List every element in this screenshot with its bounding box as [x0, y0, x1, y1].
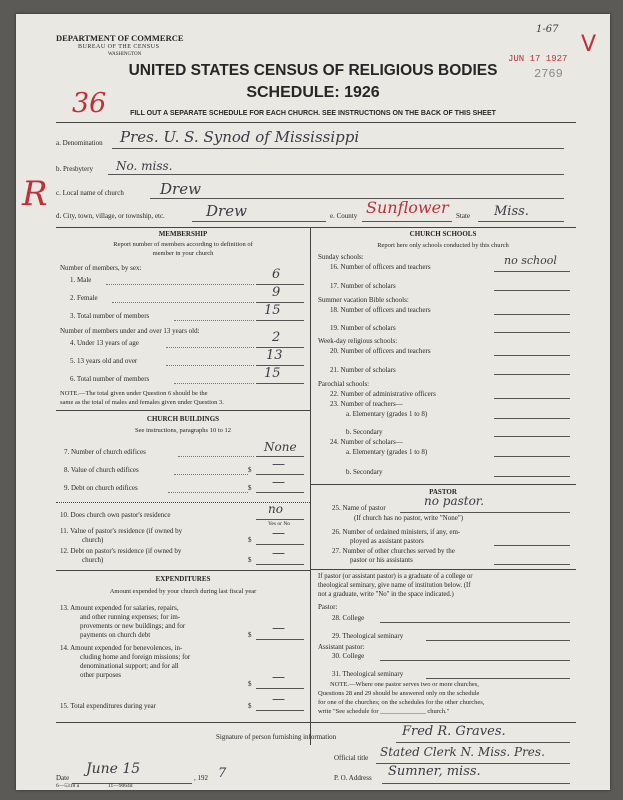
po-address-field[interactable]	[382, 783, 570, 784]
q27-field[interactable]	[494, 564, 570, 565]
q24a-label: a. Elementary (grades 1 to 8)	[346, 448, 428, 456]
age-intro-label: Number of members under and over 13 years old:	[60, 327, 200, 335]
q24b-field[interactable]	[494, 476, 570, 477]
year-prefix: , 192	[194, 774, 208, 782]
q25-value: no pastor.	[424, 494, 485, 508]
q8-value: —	[272, 457, 285, 472]
q24a-field[interactable]	[494, 456, 570, 457]
signature-value: Fred R. Graves.	[402, 724, 506, 739]
pastor-note-2: Questions 28 and 29 should be answered only on the schedule	[318, 690, 480, 697]
city-town-label: d. City, town, village, or township, etc.	[56, 212, 165, 220]
q28-label: 28. College	[332, 614, 365, 622]
city-label: WASHINGTON	[108, 52, 142, 57]
local-name-field[interactable]	[150, 198, 564, 199]
vacation-schools-label: Summer vacation Bible schools:	[318, 296, 409, 304]
q22-label: 22. Number of administrative officers	[330, 390, 436, 398]
state-field[interactable]	[478, 221, 564, 222]
q9-label: 9. Debt on church edifices	[64, 484, 138, 492]
pastor-note-4: write "See schedule for ______________ church."	[318, 708, 450, 715]
sunday-schools-label: Sunday schools:	[318, 253, 364, 261]
q1-label: 1. Male	[70, 276, 92, 284]
q13-label-2: and other running expenses; for im-	[80, 613, 181, 621]
q10-field[interactable]	[256, 519, 304, 520]
q11-label-1: 11. Value of pastor's residence (if owned by	[60, 527, 183, 535]
q23a-label: a. Elementary (grades 1 to 8)	[346, 410, 428, 418]
q10-value: no	[268, 502, 283, 516]
assistant-pastor-subheading: Assistant pastor:	[318, 643, 365, 651]
graduate-instruction-3: not a graduate, write "No" in the space indicated.)	[318, 591, 454, 598]
membership-intro-2: member in your church	[152, 250, 214, 257]
q11-label-2: church)	[82, 536, 104, 544]
received-date-stamp: JUN 17 1927	[508, 54, 568, 64]
membership-intro-1: Report number of members according to definition of	[113, 241, 253, 248]
q11-field[interactable]	[256, 544, 304, 545]
q28-field[interactable]	[380, 622, 570, 623]
denomination-field[interactable]	[112, 148, 564, 149]
q23b-label: b. Secondary	[346, 428, 383, 436]
q9-value: —	[272, 475, 285, 490]
q26-label-1: 26. Number of ordained ministers, if any, em-	[332, 528, 461, 536]
q13-label-1: 13. Amount expended for salaries, repairs,	[60, 604, 179, 612]
year-digit-value: 7	[218, 766, 227, 781]
q26-label-2: ployed as assistant pastors	[350, 537, 424, 545]
section-top-rule	[56, 227, 576, 228]
q24-label: 24. Number of scholars—	[330, 438, 403, 446]
pastor-heading: PASTOR	[429, 488, 457, 496]
q3-label: 3. Total number of members	[70, 312, 150, 320]
q26-field[interactable]	[494, 545, 570, 546]
city-town-value: Drew	[206, 202, 247, 220]
serial-number-stamp: 2769	[534, 67, 563, 81]
q13-value: —	[272, 621, 285, 636]
membership-heading: MEMBERSHIP	[158, 230, 208, 238]
official-title-label: Official title	[334, 754, 369, 762]
date-label: Date	[56, 774, 70, 782]
q13-label-4: payments on church debt	[80, 631, 151, 639]
q14-label-4: other purposes	[80, 671, 122, 679]
yes-or-no-hint: Yes or No	[268, 521, 291, 527]
state-value: Miss.	[494, 204, 529, 219]
red-margin-mark: R	[22, 174, 48, 214]
buildings-heading: CHURCH BUILDINGS	[146, 415, 220, 423]
q14-label-2: cluding home and foreign missions; for	[80, 653, 191, 661]
q23b-field[interactable]	[494, 436, 570, 437]
membership-note-1: NOTE.—The total given under Question 6 should be the	[60, 390, 208, 397]
form-number: 6—5318 a	[56, 783, 80, 789]
q24b-label: b. Secondary	[346, 468, 383, 476]
q12-field[interactable]	[256, 564, 304, 565]
department-label: DEPARTMENT OF COMMERCE	[56, 33, 184, 43]
q17-field[interactable]	[494, 290, 570, 291]
q16-field[interactable]	[494, 271, 570, 272]
red-handwritten-number: 36	[72, 88, 107, 119]
members-by-sex-label: Number of members, by sex:	[60, 264, 142, 272]
state-label: State	[456, 212, 470, 220]
q23-label: 23. Number of teachers—	[330, 400, 403, 408]
header-rule	[56, 122, 576, 123]
pastor-subheading: Pastor:	[318, 603, 338, 611]
presbytery-value: No. miss.	[116, 159, 173, 173]
q19-field[interactable]	[494, 332, 570, 333]
county-field[interactable]	[362, 221, 452, 222]
q20-field[interactable]	[494, 355, 570, 356]
q14-field[interactable]	[256, 688, 304, 689]
q10-label: 10. Does church own pastor's residence	[60, 511, 171, 519]
county-value: Sunflower	[366, 198, 449, 217]
presbytery-label: b. Presbytery	[56, 165, 93, 173]
graduate-instruction-2: theological seminary, give name of institution below. (If	[318, 582, 471, 589]
q2-value: 9	[272, 285, 281, 300]
q13-field[interactable]	[256, 639, 304, 640]
q16-label: 16. Number of officers and teachers	[330, 263, 431, 271]
q11-value: —	[272, 526, 285, 541]
q12-label-2: church)	[82, 556, 104, 564]
q16-value: no school	[504, 254, 557, 267]
q25-label: 25. Name of pastor	[332, 504, 386, 512]
q4-value: 2	[272, 330, 281, 345]
q20-label: 20. Number of officers and teachers	[330, 347, 431, 355]
q12-label-1: 12. Debt on pastor's residence (if owned by	[60, 547, 182, 555]
q25-note: (If church has no pastor, write "None")	[354, 514, 464, 522]
q7-label: 7. Number of church edifices	[64, 448, 146, 456]
date-value: June 15	[86, 761, 141, 777]
q4-label: 4. Under 13 years of age	[70, 339, 139, 347]
pastor-note-1: NOTE.—Where one pastor serves two or more churches,	[330, 681, 479, 688]
q17-label: 17. Number of scholars	[330, 282, 396, 290]
official-title-value: Stated Clerk N. Miss. Pres.	[380, 745, 545, 759]
q31-field[interactable]	[426, 678, 570, 679]
q29-field[interactable]	[426, 640, 570, 641]
q9-field[interactable]	[256, 492, 304, 493]
print-number: 11—9064d	[108, 783, 133, 789]
corner-note: 1-67	[536, 24, 559, 35]
denomination-label: a. Denomination	[56, 139, 103, 147]
q14-value: —	[272, 670, 285, 685]
county-label: e. County	[330, 212, 358, 220]
local-name-label: c. Local name of church	[56, 189, 124, 197]
q8-label: 8. Value of church edifices	[64, 466, 139, 474]
q1-value: 6	[272, 267, 281, 282]
schedule-title: SCHEDULE: 1926	[246, 84, 380, 101]
q15-field[interactable]	[256, 710, 304, 711]
q27-label-1: 27. Number of other churches served by the	[332, 547, 455, 555]
q23a-field[interactable]	[494, 418, 570, 419]
q30-field[interactable]	[380, 660, 570, 661]
membership-note-2: same as the total of males and females given under Question 3.	[60, 399, 224, 406]
expenditures-subheading: Amount expended by your church during last fiscal year	[109, 588, 257, 595]
bureau-label: BUREAU OF THE CENSUS	[78, 44, 160, 50]
q13-label-3: provements or new buildings; and for	[80, 622, 186, 630]
q5-value: 13	[266, 348, 283, 363]
q29-label: 29. Theological seminary	[332, 632, 404, 640]
q21-field[interactable]	[494, 374, 570, 375]
q2-label: 2. Female	[70, 294, 98, 302]
q25-field[interactable]	[400, 512, 570, 513]
buildings-subheading: See instructions, paragraphs 10 to 12	[134, 427, 232, 434]
q30-label: 30. College	[332, 652, 365, 660]
q6-value: 15	[264, 366, 281, 381]
census-form-sheet: DEPARTMENT OF COMMERCE BUREAU OF THE CENSUS WASHINGTON 1-67 V JUN 17 1927 2769 UNITED STATES CENSUS OF RELIGIOUS BODIES SCHEDULE: 1926 36 FILL OUT A SEPARATE SCHEDULE FOR EACH CHURCH. SEE INSTRUCTIONS ON THE BACK OF THIS SHEET a. Denomination Pres. U. S. Synod of Mississippi b. Presbytery No. miss. c. Local name of church Drew R d. City, town, village, or township, etc. Drew e. County Sunflower State Miss. MEMBERSHIP Report number of members according to definition of member in your church Number of members, by sex: 1. Male 6 2. Female 9 3. Total number of members 15 Number of members under and over 13 years old: 4. Under 13 years of age 2 5. 13 years old and over 13 6. Total number of members 15 NOTE.—The total given under Question 6 should be the same as the total of males and females given under Question 3. CHURCH BUILDINGS See instructions, paragraphs 10 to 12 7. Number of church edifices None 8. Value of church edifices $ — 9. Debt on church edifices $ — 10. Does church own pastor's residence no Yes or No 11. Value of pastor's residence (if owned by church) $ — 12. Debt on pastor's residence (if owned by church) $ — EXPENDITURES Amount expended by your church during last fiscal year 13. Amount expended for salaries, repairs, and other running expenses; for im- provements or new buildings; and for payments on church debt $ — 14. Amount expended for benevolences, in- cluding home and foreign missions; for denominational support; and for all other purposes $ — 15. Total expenditures during year $ — CHURCH SCHOOLS Report here only schools conducted by this church Sunday schools: 16. Number of officers and teachers no school 17. Number of scholars Summer vacation Bible schools: 18. Number of officers and teachers 19. Number of scholars Week-day religious schools: 20. Number of officers and teachers 21. Number of scholars Parochial schools: 22. Number of administrative officers 23. Number of teachers— a. Elementary (grades 1 to 8) b. Secondary 24. Number of scholars— a. Elementary (grades 1 to 8) b. Secondary PASTOR 25. Name of pastor no pastor. (If church has no pastor, write "None") 26. Number of ordained ministers, if any, em- ployed as assistant pastors 27. Number of other churches served by the pastor or his assistants If pastor (or assistant pastor) is a graduate of a college or theological seminary, give name of institution below. (If not a graduate, write "No" in the space indicated.) Pastor: 28. College 29. Theological seminary Assistant pastor: 30. College 31. Theological seminary NOTE.—Where one pastor serves two or more churches, Questions 28 and 29 should be answered only on the schedule for one of the churches; on the schedules for the other churches, write "See schedule for ______________ church." Signature of person furnishing information Fred R. Graves. Official title Stated Clerk N. Miss. Pres. Date June 15 , 192 7 P. O. Address Sumner, miss. 6—5318 a 11—9064d	[16, 14, 610, 790]
footer-top-rule	[56, 722, 576, 723]
local-name-value: Drew	[160, 180, 201, 198]
column-divider	[310, 227, 311, 745]
schools-intro: Report here only schools conducted by this church	[377, 242, 509, 249]
po-address-label: P. O. Address	[334, 774, 372, 782]
q5-label: 5. 13 years old and over	[70, 357, 138, 365]
q18-label: 18. Number of officers and teachers	[330, 306, 431, 314]
q27-label-2: pastor or his assistants	[350, 556, 413, 564]
q6-field[interactable]	[256, 383, 304, 384]
q21-label: 21. Number of scholars	[330, 366, 396, 374]
q19-label: 19. Number of scholars	[330, 324, 396, 332]
q7-value: None	[264, 440, 297, 454]
signature-field[interactable]	[396, 742, 570, 743]
q3-field[interactable]	[256, 320, 304, 321]
q3-value: 15	[264, 303, 281, 318]
q22-field[interactable]	[494, 398, 570, 399]
denomination-value: Pres. U. S. Synod of Mississippi	[120, 128, 360, 146]
q15-value: —	[272, 692, 285, 707]
corner-check-mark: V	[581, 32, 597, 57]
presbytery-field[interactable]	[108, 174, 564, 175]
schools-heading: CHURCH SCHOOLS	[409, 230, 477, 238]
expenditures-heading: EXPENDITURES	[155, 575, 211, 583]
q6-label: 6. Total number of members	[70, 375, 150, 383]
weekday-schools-label: Week-day religious schools:	[318, 337, 398, 345]
q14-label-3: denominational support; and for all	[80, 662, 179, 670]
parochial-schools-label: Parochial schools:	[318, 380, 370, 388]
instruction-line: FILL OUT A SEPARATE SCHEDULE FOR EACH CHURCH. SEE INSTRUCTIONS ON THE BACK OF THIS SHEET	[130, 110, 496, 117]
form-title: UNITED STATES CENSUS OF RELIGIOUS BODIES	[128, 62, 498, 79]
signature-label: Signature of person furnishing information	[216, 733, 337, 741]
q12-value: —	[272, 546, 285, 561]
city-town-field[interactable]	[192, 221, 326, 222]
q14-label-1: 14. Amount expended for benevolences, in-	[60, 644, 183, 652]
q18-field[interactable]	[494, 314, 570, 315]
q15-label: 15. Total expenditures during year	[60, 702, 156, 710]
pastor-note-3: for one of the churches; on the schedules for the other churches,	[318, 699, 485, 706]
graduate-instruction-1: If pastor (or assistant pastor) is a graduate of a college or	[318, 573, 473, 580]
q31-label: 31. Theological seminary	[332, 670, 404, 678]
po-address-value: Sumner, miss.	[388, 764, 481, 779]
